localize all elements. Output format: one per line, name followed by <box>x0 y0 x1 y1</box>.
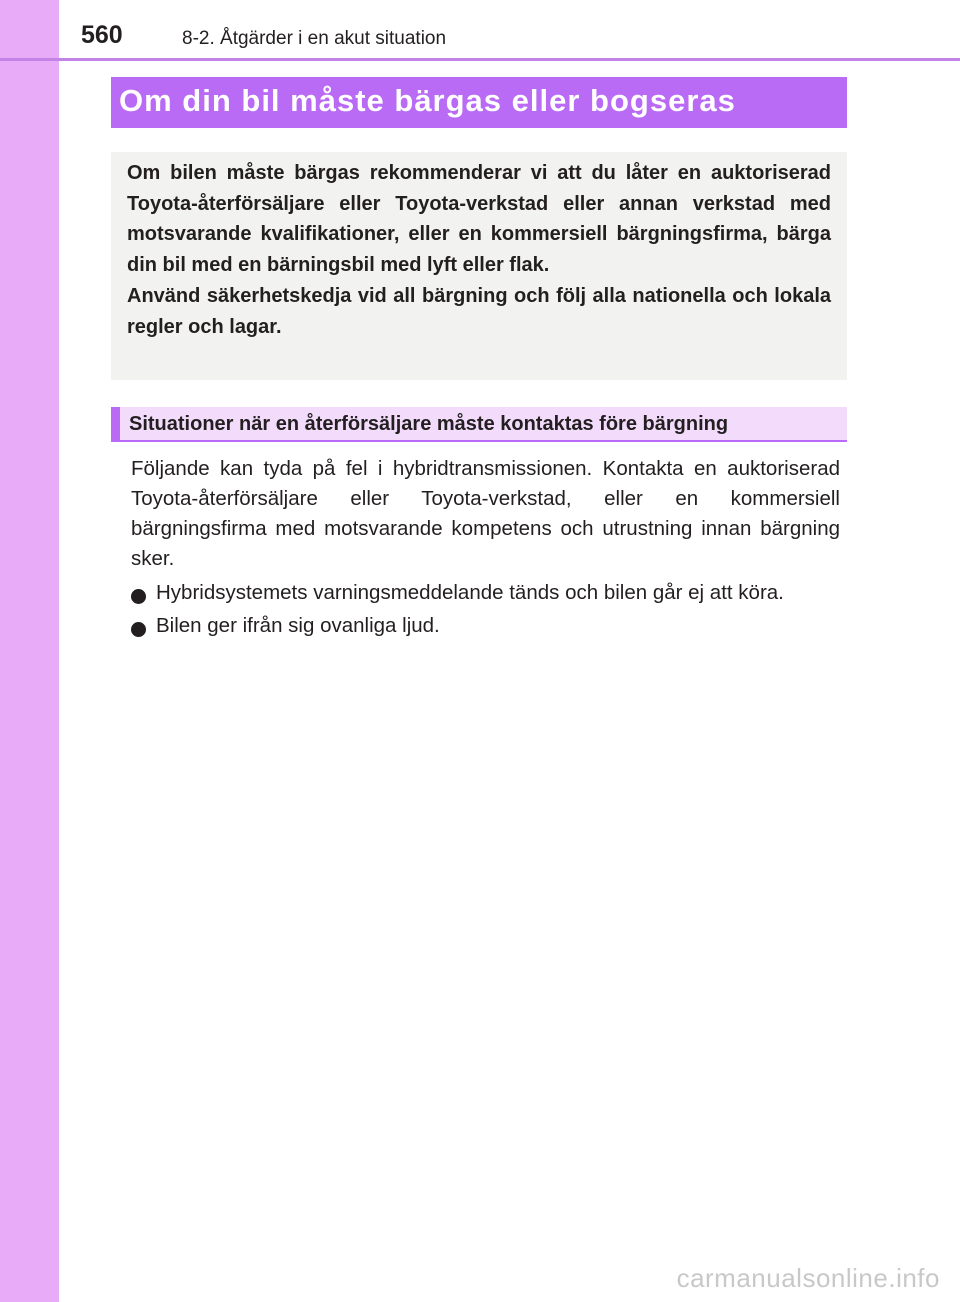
body-intro: Följande kan tyda på fel i hybridtransmissionen. Kontakta en auktoriserad Toyota-återförsäljare eller Toyota-verkstad, eller en kommersiell bärgningsfirma med motsvarande kompetens och utrustning innan bärgning sker. <box>131 457 840 570</box>
sub-heading: Situationer när en återförsäljare måste kontaktas före bärgning <box>129 413 729 435</box>
bullet-dot-icon <box>131 622 146 637</box>
info-paragraph: Om bilen måste bärgas rekommenderar vi att du låter en auktoriserad Toyota-återförsäljare eller Toyota-verkstad eller annan verkstad med motsvarande kvalifikationer, eller en kommersiell bärgningsfirma, bärga din bil med en bärningsbil med lyft eller flak. <box>127 162 831 277</box>
bullet-text: Bilen ger ifrån sig ovanliga ljud. <box>156 614 440 637</box>
info-paragraph: Använd säkerhetskedja vid all bärgning och följ alla nationella och lokala regler och lagar. <box>127 284 831 338</box>
sub-heading-bar <box>111 407 847 442</box>
main-heading-bar <box>111 77 847 128</box>
bullet-dot-icon <box>131 589 146 604</box>
bullet-text: Hybridsystemets varningsmeddelande tänds och bilen går ej att köra. <box>156 581 784 604</box>
header-divider <box>0 58 960 61</box>
watermark: carmanualsonline.info <box>676 1263 940 1293</box>
list-item <box>131 610 840 641</box>
body-section <box>131 454 840 641</box>
info-box <box>111 152 847 380</box>
page-number: 560 <box>81 21 123 49</box>
main-heading: Om din bil måste bärgas eller bogseras <box>119 83 736 118</box>
section-title: 8-2. Åtgärder i en akut situation <box>182 28 447 49</box>
list-item <box>131 577 840 608</box>
side-color-strip <box>0 0 59 1302</box>
